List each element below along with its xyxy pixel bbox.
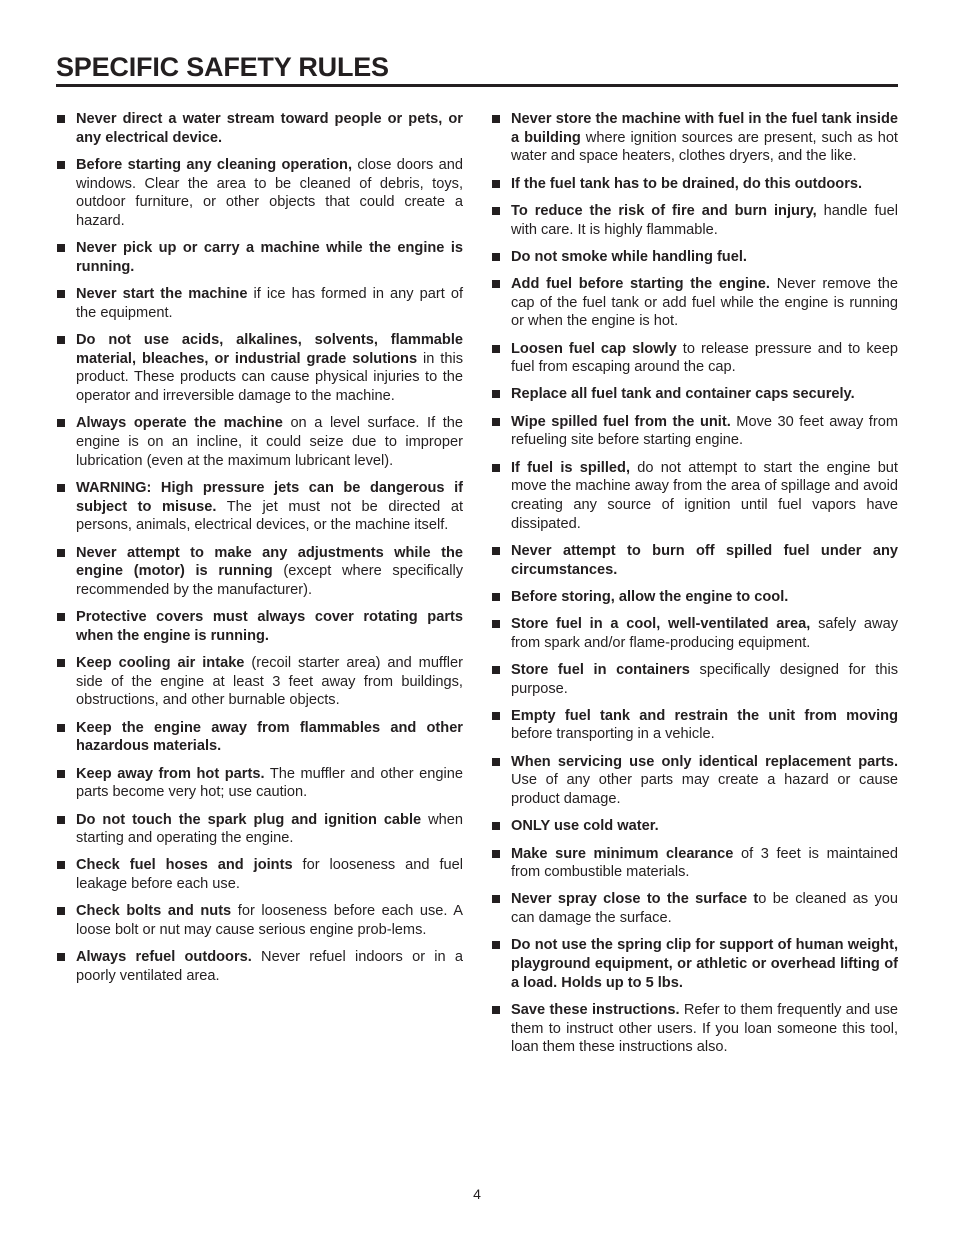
safety-rule-item	[56, 479, 463, 535]
bullet-square-icon	[492, 712, 500, 720]
rule-bold-text: Keep the engine away from flammables and other hazardous materials.	[76, 719, 463, 755]
bullet-square-icon	[57, 549, 65, 557]
page-number: 4	[473, 1186, 481, 1202]
rule-bold-text: If fuel is spilled,	[511, 459, 630, 476]
safety-rule-item	[491, 275, 898, 331]
bullet-square-icon	[57, 115, 65, 123]
safety-rule-item	[56, 239, 463, 276]
bullet-square-icon	[492, 822, 500, 830]
rule-bold-text: Replace all fuel tank and container caps securely.	[511, 386, 855, 403]
safety-rule-item	[56, 608, 463, 645]
bullet-square-icon	[57, 861, 65, 869]
bullet-square-icon	[57, 770, 65, 778]
rule-text: Never refuel indoors or in a poorly ventilated area.	[76, 949, 464, 984]
safety-rule-item	[491, 588, 898, 607]
rule-bold-text: If the fuel tank has to be drained, do this outdoors.	[511, 175, 863, 192]
rule-bold-text: Check fuel hoses and joints	[76, 857, 293, 874]
safety-rule-item	[491, 202, 898, 239]
rule-text: Never remove the cap of the fuel tank or add fuel while the engine is running or when the engine is hot.	[511, 275, 899, 330]
safety-rule-item	[491, 175, 898, 194]
rule-bold-text: To reduce the risk of fire and burn injury,	[511, 202, 817, 219]
bullet-square-icon	[492, 180, 500, 188]
rule-bold-text: Never start the machine	[76, 286, 248, 303]
rule-bold-text: Empty fuel tank and restrain the unit from moving	[511, 707, 898, 724]
rule-bold-text: Before storing, allow the engine to cool.	[511, 588, 789, 605]
bullet-square-icon	[57, 484, 65, 492]
safety-rule-item	[491, 661, 898, 698]
safety-rule-item	[491, 845, 898, 882]
bullet-square-icon	[492, 345, 500, 353]
rule-text: of 3 feet is maintained from combustible materials.	[511, 845, 898, 881]
rule-text: in this product. These products can cause physical injuries to the operator and irreversible damage to the machine.	[76, 350, 463, 405]
rule-bold-text: Always refuel outdoors.	[76, 949, 252, 966]
bullet-square-icon	[57, 419, 65, 427]
bullet-square-icon	[57, 244, 65, 252]
safety-rule-item	[56, 285, 463, 322]
rule-bold-text: Never pick up or carry a machine while the engine is running.	[76, 240, 463, 275]
rule-bold-text: Always operate the machine	[76, 415, 283, 432]
safety-rule-item	[491, 385, 898, 404]
rule-bold-text: Add fuel before starting the engine.	[511, 275, 770, 292]
rule-text: Refer to them frequently and use them to instruct other users. If you loan someone this tool, loan them these instructions also.	[511, 1001, 898, 1056]
safety-rule-item	[491, 110, 898, 166]
safety-rule-item	[56, 856, 463, 893]
rule-bold-text: Never attempt to make any adjustments while the engine (motor) is running	[76, 544, 463, 580]
bullet-square-icon	[57, 659, 65, 667]
bullet-square-icon	[57, 907, 65, 915]
rule-bold-text: Check bolts and nuts	[76, 903, 232, 920]
rule-bold-text: Keep away from hot parts.	[76, 765, 265, 782]
rule-text: to release pressure and to keep fuel from escaping around the cap.	[511, 340, 898, 376]
safety-rule-item	[56, 414, 463, 470]
bullet-square-icon	[492, 115, 500, 123]
safety-rule-item	[491, 936, 898, 992]
rule-bold-text: Never store the machine with fuel in the fuel tank inside a building	[511, 111, 898, 146]
safety-rule-item	[491, 890, 898, 927]
safety-rule-item	[491, 413, 898, 450]
bullet-square-icon	[492, 547, 500, 555]
bullet-square-icon	[492, 464, 500, 472]
bullet-square-icon	[57, 724, 65, 732]
safety-rule-item	[491, 753, 898, 809]
rule-text: (recoil starter area) and muffler side of the engine at least 3 feet away from buildings, obstructions, and other burnable objects.	[76, 655, 464, 709]
rule-text: do not attempt to start the engine but move the machine away from the area of spillage and avoid creating any source of ignition until fuel vapors have dissipated.	[511, 459, 898, 532]
rule-text: safely away from spark and/or flame-producing equipment.	[511, 615, 898, 651]
rule-text: Move 30 feet away from refueling site before starting engine.	[511, 413, 898, 449]
bullet-square-icon	[57, 816, 65, 824]
rule-text: for looseness and fuel leakage before each use.	[76, 857, 463, 893]
bullet-square-icon	[57, 336, 65, 344]
rule-text: before transporting in a vehicle.	[511, 726, 715, 743]
rule-bold-text: Save these instructions.	[511, 1001, 680, 1018]
bullet-square-icon	[57, 290, 65, 298]
rule-bold-text: Never attempt to burn off spilled fuel under any circumstances.	[511, 542, 898, 578]
bullet-square-icon	[492, 390, 500, 398]
rule-bold-text: Store fuel in a cool, well-ventilated area,	[511, 615, 811, 632]
safety-rule-item	[56, 110, 463, 147]
rule-bold-text: ONLY use cold water.	[511, 818, 659, 835]
rule-bold-text: Never spray close to the surface t	[511, 891, 759, 908]
safety-rule-item	[56, 902, 463, 939]
rule-text: Use of any other parts may create a hazard or cause product damage.	[511, 772, 898, 808]
title-rule	[56, 84, 898, 87]
rule-text: specifically designed for this purpose.	[511, 661, 898, 697]
bullet-square-icon	[492, 207, 500, 215]
right-column	[491, 110, 898, 1066]
rule-text: The muffler and other engine parts become very hot; use caution.	[76, 765, 463, 801]
rule-bold-text: Do not use acids, alkalines, solvents, flammable material, bleaches, or industrial grade solutions	[76, 332, 463, 367]
rule-text: if ice has formed in any part of the equipment.	[76, 286, 464, 321]
rule-bold-text: Loosen fuel cap slowly	[511, 340, 677, 357]
rule-text: The jet must not be directed at persons, animals, electrical devices, or the machine itself.	[76, 498, 463, 534]
rule-bold-text: Store fuel in containers	[511, 661, 690, 678]
rule-text: where ignition sources are present, such as hot water and space heaters, clothes dryers, and the like.	[511, 129, 898, 165]
bullet-square-icon	[57, 161, 65, 169]
rule-text: on a level surface. If the engine is on an incline, it could seize due to improper lubrication (even at the maximum lubricant level).	[76, 415, 464, 469]
bullet-square-icon	[492, 758, 500, 766]
bullet-square-icon	[492, 280, 500, 288]
bullet-square-icon	[492, 253, 500, 261]
bullet-square-icon	[492, 418, 500, 426]
bullet-square-icon	[57, 613, 65, 621]
safety-rule-item	[491, 340, 898, 377]
safety-rule-item	[56, 156, 463, 231]
rule-text: when starting and operating the engine.	[76, 811, 463, 847]
rule-bold-text: Make sure minimum clearance	[511, 845, 734, 862]
rule-bold-text: WARNING: High pressure jets can be dangerous if subject to misuse.	[76, 479, 463, 515]
rule-bold-text: Do not smoke while handling fuel.	[511, 248, 747, 265]
bullet-square-icon	[492, 941, 500, 949]
rule-text: (except where specifically recommended by the manufacturer).	[76, 563, 463, 598]
safety-rule-item	[56, 811, 463, 848]
left-column	[56, 110, 463, 994]
safety-rule-item	[56, 654, 463, 710]
safety-rule-item	[56, 331, 463, 406]
safety-rule-item	[491, 248, 898, 267]
safety-rule-item	[491, 615, 898, 652]
rule-bold-text: Wipe spilled fuel from the unit.	[511, 413, 731, 430]
bullet-square-icon	[57, 953, 65, 961]
safety-rule-item	[491, 459, 898, 534]
safety-rule-item	[491, 817, 898, 836]
rule-bold-text: Do not use the spring clip for support of human weight, playground equipment, or athletic or overhead lifting of a load. Holds up to 5 lbs.	[511, 937, 898, 991]
bullet-square-icon	[492, 666, 500, 674]
rule-text: o be cleaned as you can damage the surface.	[511, 891, 898, 927]
bullet-square-icon	[492, 895, 500, 903]
safety-rule-item	[56, 765, 463, 802]
rule-bold-text: When servicing use only identical replacement parts.	[511, 753, 898, 770]
safety-rule-item	[491, 1001, 898, 1057]
bullet-square-icon	[492, 1006, 500, 1014]
bullet-square-icon	[492, 850, 500, 858]
safety-rule-item	[491, 542, 898, 579]
safety-rule-item	[56, 948, 463, 985]
rule-bold-text: Keep cooling air intake	[76, 655, 245, 672]
bullet-square-icon	[492, 593, 500, 601]
rule-text: for looseness before each use. A loose bolt or nut may cause serious engine prob-lems.	[76, 903, 463, 939]
page-title: SPECIFIC SAFETY RULES	[56, 52, 389, 82]
rule-bold-text: Protective covers must always cover rotating parts when the engine is running.	[76, 609, 463, 644]
safety-rule-item	[491, 707, 898, 744]
safety-rule-item	[56, 544, 463, 600]
safety-rule-item	[56, 719, 463, 756]
rule-bold-text: Before starting any cleaning operation,	[76, 156, 353, 173]
bullet-square-icon	[492, 620, 500, 628]
rule-text: close doors and windows. Clear the area to be cleaned of debris, toys, outdoor furniture, or other objects that could create a hazard.	[76, 156, 463, 230]
rule-text: handle fuel with care. It is highly flammable.	[511, 202, 898, 238]
rule-bold-text: Do not touch the spark plug and ignition cable	[76, 811, 422, 828]
rule-bold-text: Never direct a water stream toward people or pets, or any electrical device.	[76, 111, 463, 146]
